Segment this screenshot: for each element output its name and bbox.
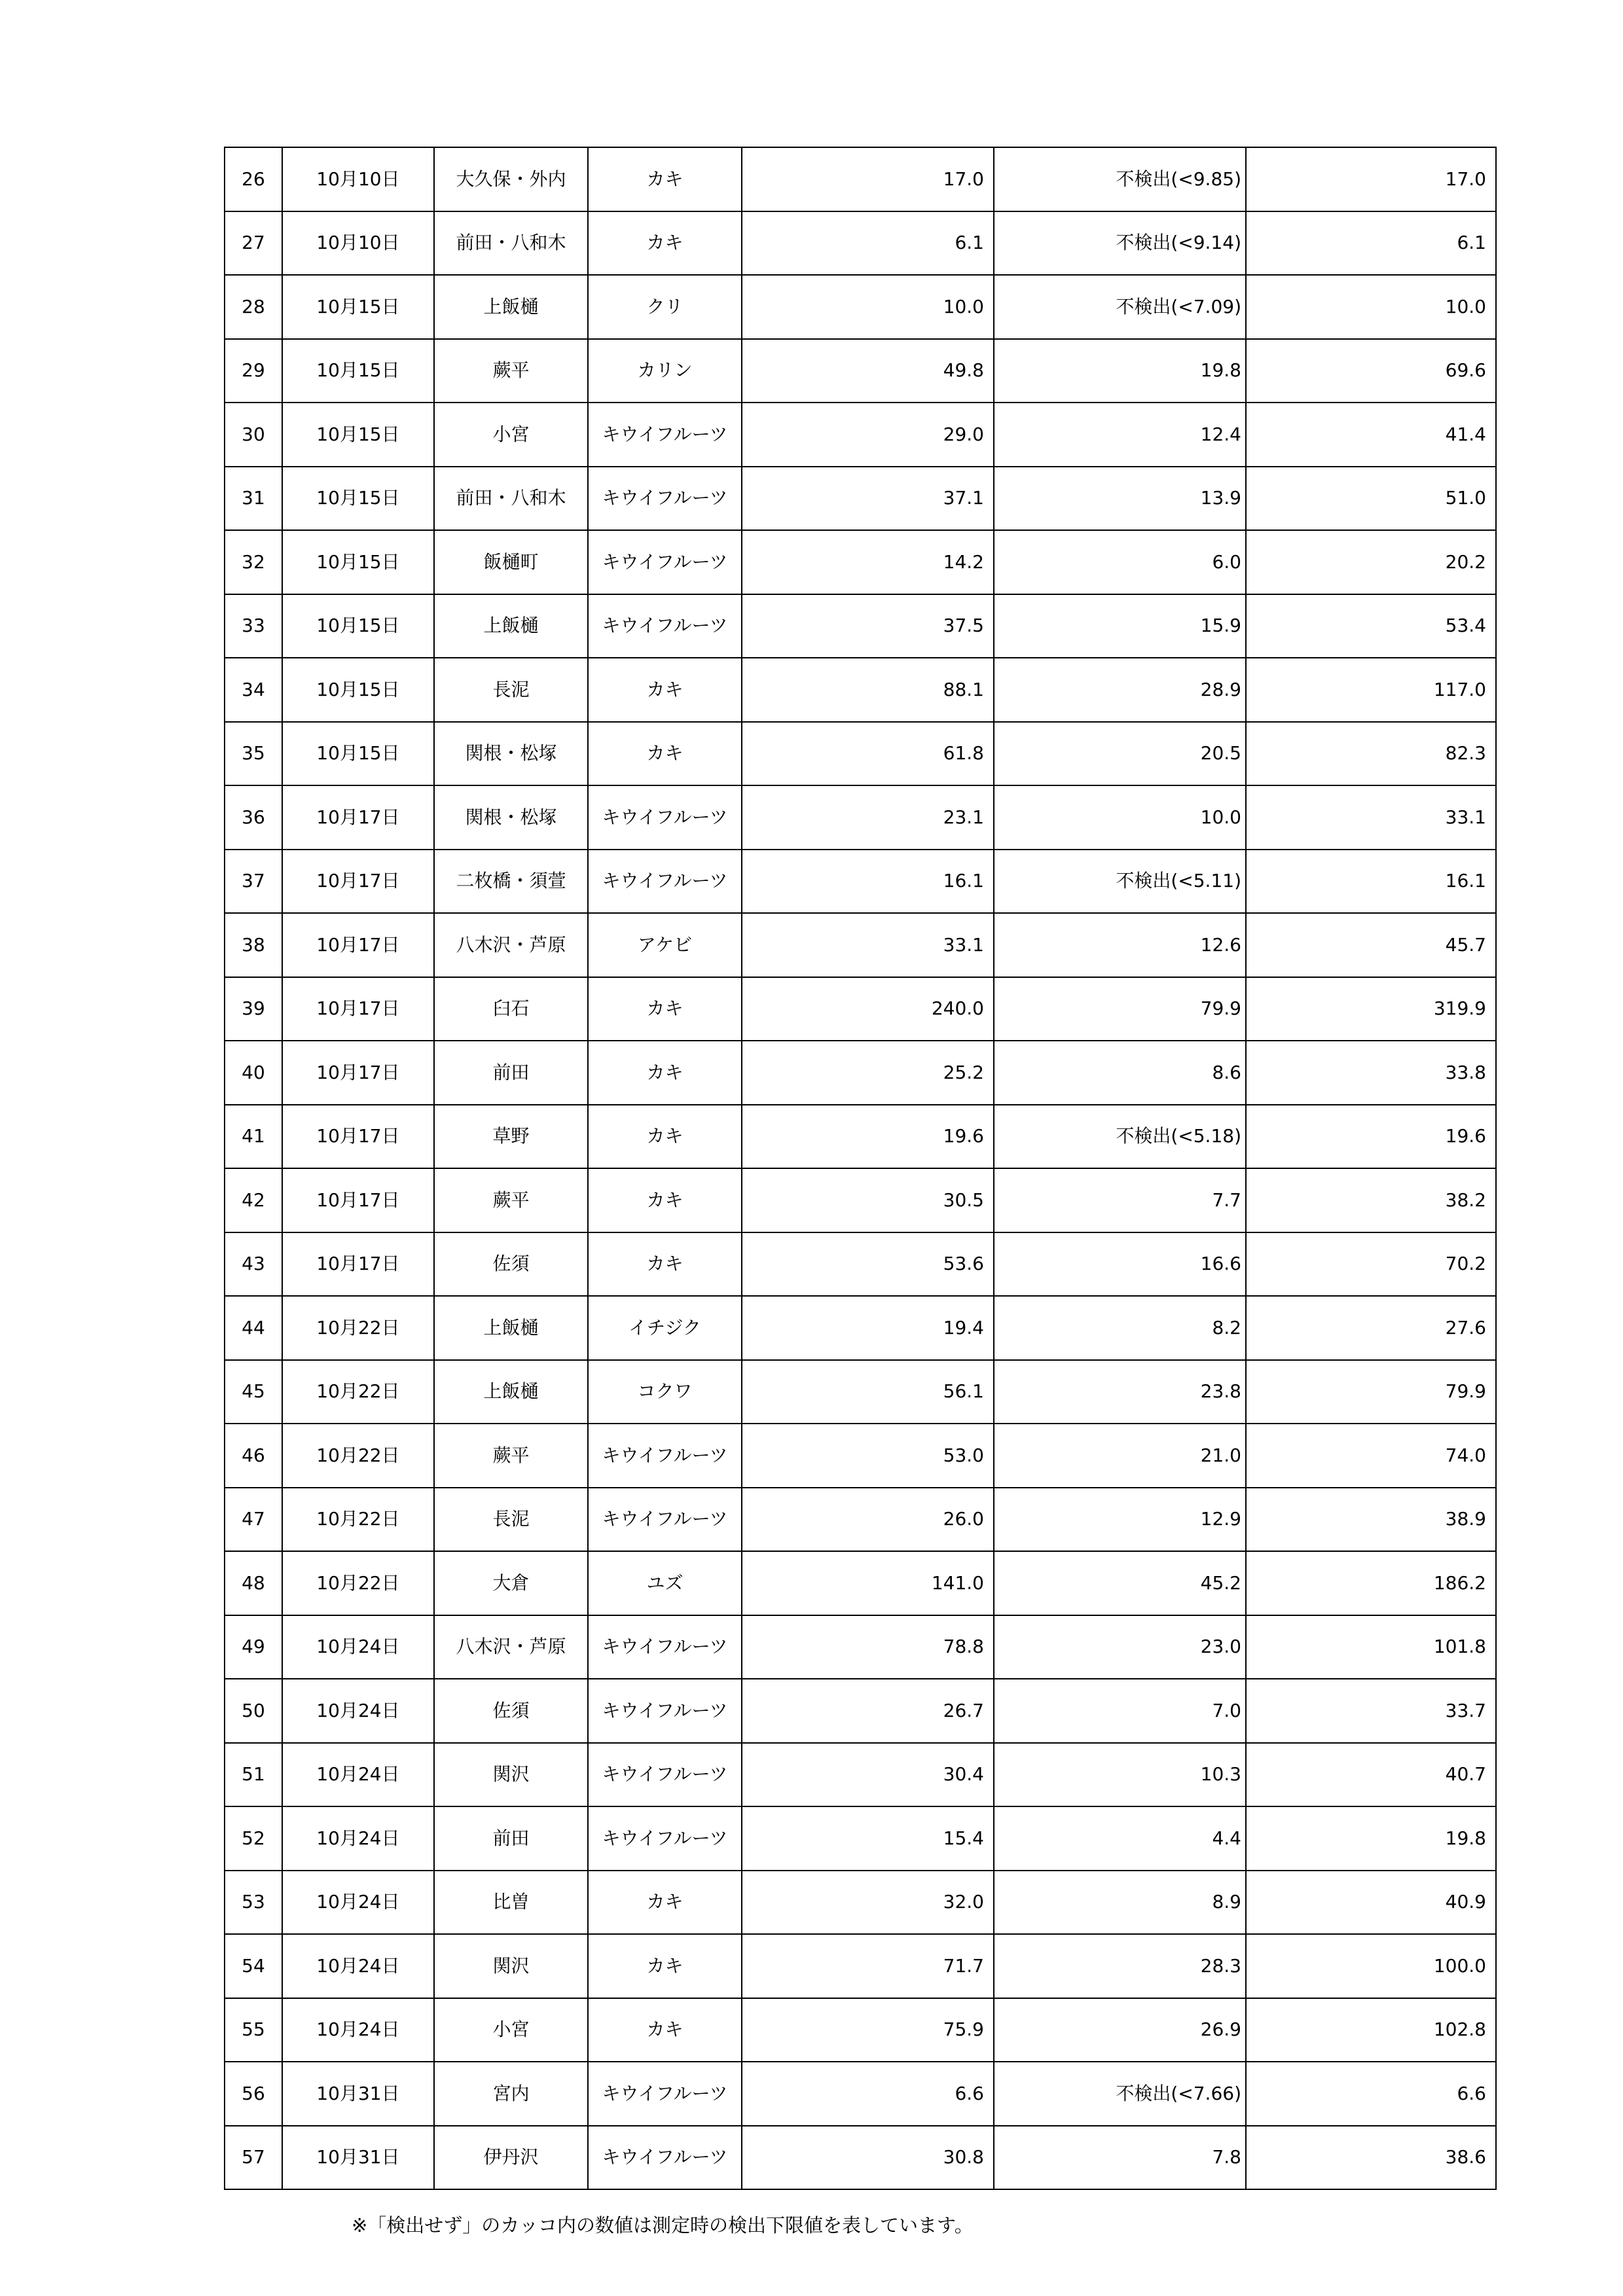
cell-product: カキ: [588, 1998, 742, 2062]
cell-value-b: 4.4: [994, 1806, 1246, 1871]
cell-product: コクワ: [588, 1360, 742, 1424]
cell-location: 二枚橋・須萱: [434, 850, 588, 914]
cell-location: 蕨平: [434, 1168, 588, 1232]
cell-product: ユズ: [588, 1551, 742, 1615]
cell-total: 117.0: [1246, 658, 1496, 722]
cell-date: 10月15日: [282, 403, 434, 467]
cell-date: 10月17日: [282, 977, 434, 1041]
cell-value-b: 8.6: [994, 1041, 1246, 1105]
cell-date: 10月10日: [282, 211, 434, 276]
table-row: [225, 1551, 1496, 1615]
cell-location: 長泥: [434, 658, 588, 722]
table-row: [225, 530, 1496, 594]
cell-value-b: 不検出(<5.18): [994, 1105, 1246, 1169]
cell-number: 33: [225, 594, 282, 658]
cell-value-a: 6.1: [742, 211, 994, 276]
cell-value-b: 不検出(<9.85): [994, 147, 1246, 211]
table-row: [225, 1679, 1496, 1743]
cell-value-b: 不検出(<7.09): [994, 275, 1246, 339]
cell-location: 上飯樋: [434, 1296, 588, 1360]
cell-number: 51: [225, 1743, 282, 1807]
cell-number: 40: [225, 1041, 282, 1105]
cell-value-b: 23.0: [994, 1615, 1246, 1679]
cell-date: 10月15日: [282, 658, 434, 722]
cell-total: 102.8: [1246, 1998, 1496, 2062]
cell-number: 49: [225, 1615, 282, 1679]
cell-number: 29: [225, 339, 282, 403]
cell-value-b: 12.6: [994, 913, 1246, 977]
cell-product: キウイフルーツ: [588, 594, 742, 658]
cell-total: 101.8: [1246, 1615, 1496, 1679]
cell-product: キウイフルーツ: [588, 1679, 742, 1743]
cell-location: 前田: [434, 1041, 588, 1105]
table-row: [225, 1296, 1496, 1360]
table-row: [225, 147, 1496, 211]
cell-value-a: 32.0: [742, 1871, 994, 1935]
cell-value-a: 88.1: [742, 658, 994, 722]
cell-value-b: 7.8: [994, 2126, 1246, 2190]
cell-value-b: 45.2: [994, 1551, 1246, 1615]
cell-value-a: 14.2: [742, 530, 994, 594]
cell-number: 50: [225, 1679, 282, 1743]
table-row: [225, 1806, 1496, 1871]
cell-location: 関根・松塚: [434, 722, 588, 786]
cell-date: 10月24日: [282, 1679, 434, 1743]
cell-value-a: 19.6: [742, 1105, 994, 1169]
cell-date: 10月15日: [282, 467, 434, 531]
cell-date: 10月22日: [282, 1360, 434, 1424]
cell-number: 34: [225, 658, 282, 722]
cell-value-b: 8.9: [994, 1871, 1246, 1935]
table-row: [225, 1934, 1496, 1998]
cell-date: 10月24日: [282, 1934, 434, 1998]
table-row: [225, 1998, 1496, 2062]
cell-value-b: 21.0: [994, 1424, 1246, 1488]
cell-total: 27.6: [1246, 1296, 1496, 1360]
cell-number: 27: [225, 211, 282, 276]
cell-total: 100.0: [1246, 1934, 1496, 1998]
table-row: [225, 594, 1496, 658]
cell-location: 前田・八和木: [434, 467, 588, 531]
cell-location: 佐須: [434, 1232, 588, 1297]
cell-value-a: 56.1: [742, 1360, 994, 1424]
cell-number: 39: [225, 977, 282, 1041]
cell-value-a: 25.2: [742, 1041, 994, 1105]
cell-value-b: 6.0: [994, 530, 1246, 594]
footnote: ※「検出せず」のカッコ内の数値は測定時の検出下限値を表しています。: [352, 2214, 974, 2236]
cell-total: 20.2: [1246, 530, 1496, 594]
cell-product: カキ: [588, 1168, 742, 1232]
cell-location: 八木沢・芦原: [434, 913, 588, 977]
table-row: [225, 1615, 1496, 1679]
cell-number: 42: [225, 1168, 282, 1232]
cell-product: カリン: [588, 339, 742, 403]
cell-value-a: 30.4: [742, 1743, 994, 1807]
cell-date: 10月15日: [282, 594, 434, 658]
table-row: [225, 658, 1496, 722]
cell-total: 16.1: [1246, 850, 1496, 914]
cell-total: 319.9: [1246, 977, 1496, 1041]
cell-product: カキ: [588, 1041, 742, 1105]
cell-value-a: 141.0: [742, 1551, 994, 1615]
cell-product: カキ: [588, 1871, 742, 1935]
cell-value-a: 37.5: [742, 594, 994, 658]
cell-product: カキ: [588, 1105, 742, 1169]
cell-value-a: 78.8: [742, 1615, 994, 1679]
cell-total: 40.9: [1246, 1871, 1496, 1935]
cell-date: 10月17日: [282, 1105, 434, 1169]
table-row: [225, 1041, 1496, 1105]
measurement-table: [224, 147, 1497, 2190]
cell-product: カキ: [588, 977, 742, 1041]
cell-value-b: 不検出(<7.66): [994, 2062, 1246, 2126]
cell-number: 32: [225, 530, 282, 594]
cell-location: 八木沢・芦原: [434, 1615, 588, 1679]
cell-date: 10月15日: [282, 275, 434, 339]
cell-value-b: 28.9: [994, 658, 1246, 722]
cell-date: 10月22日: [282, 1296, 434, 1360]
table-row: [225, 2062, 1496, 2126]
cell-location: 伊丹沢: [434, 2126, 588, 2190]
cell-number: 43: [225, 1232, 282, 1297]
cell-product: キウイフルーツ: [588, 2062, 742, 2126]
cell-total: 79.9: [1246, 1360, 1496, 1424]
cell-date: 10月15日: [282, 530, 434, 594]
cell-value-a: 26.0: [742, 1488, 994, 1552]
cell-total: 19.6: [1246, 1105, 1496, 1169]
cell-product: アケビ: [588, 913, 742, 977]
cell-value-a: 30.5: [742, 1168, 994, 1232]
cell-value-b: 7.7: [994, 1168, 1246, 1232]
cell-number: 54: [225, 1934, 282, 1998]
cell-value-a: 61.8: [742, 722, 994, 786]
cell-total: 82.3: [1246, 722, 1496, 786]
cell-value-b: 16.6: [994, 1232, 1246, 1297]
cell-date: 10月22日: [282, 1488, 434, 1552]
cell-value-b: 79.9: [994, 977, 1246, 1041]
cell-value-a: 19.4: [742, 1296, 994, 1360]
cell-number: 55: [225, 1998, 282, 2062]
cell-value-b: 7.0: [994, 1679, 1246, 1743]
cell-location: 上飯樋: [434, 594, 588, 658]
cell-value-b: 8.2: [994, 1296, 1246, 1360]
cell-date: 10月17日: [282, 1041, 434, 1105]
cell-value-a: 75.9: [742, 1998, 994, 2062]
cell-product: カキ: [588, 722, 742, 786]
cell-location: 関沢: [434, 1934, 588, 1998]
cell-value-a: 26.7: [742, 1679, 994, 1743]
table-row: [225, 977, 1496, 1041]
cell-total: 74.0: [1246, 1424, 1496, 1488]
cell-date: 10月17日: [282, 913, 434, 977]
table-row: [225, 2126, 1496, 2190]
cell-value-a: 71.7: [742, 1934, 994, 1998]
cell-date: 10月22日: [282, 1551, 434, 1615]
cell-total: 33.7: [1246, 1679, 1496, 1743]
cell-number: 46: [225, 1424, 282, 1488]
cell-product: キウイフルーツ: [588, 1488, 742, 1552]
table-row: [225, 339, 1496, 403]
cell-total: 70.2: [1246, 1232, 1496, 1297]
cell-total: 51.0: [1246, 467, 1496, 531]
cell-location: 佐須: [434, 1679, 588, 1743]
cell-location: 関根・松塚: [434, 785, 588, 850]
cell-value-b: 13.9: [994, 467, 1246, 531]
cell-number: 37: [225, 850, 282, 914]
cell-location: 上飯樋: [434, 1360, 588, 1424]
cell-product: キウイフルーツ: [588, 1806, 742, 1871]
cell-product: カキ: [588, 1934, 742, 1998]
cell-location: 大久保・外内: [434, 147, 588, 211]
cell-total: 19.8: [1246, 1806, 1496, 1871]
cell-number: 52: [225, 1806, 282, 1871]
cell-value-a: 10.0: [742, 275, 994, 339]
table-row: [225, 1232, 1496, 1297]
table-row: [225, 1168, 1496, 1232]
cell-number: 41: [225, 1105, 282, 1169]
cell-product: キウイフルーツ: [588, 785, 742, 850]
cell-location: 関沢: [434, 1743, 588, 1807]
cell-product: キウイフルーツ: [588, 467, 742, 531]
cell-product: キウイフルーツ: [588, 530, 742, 594]
cell-value-a: 17.0: [742, 147, 994, 211]
cell-location: 蕨平: [434, 339, 588, 403]
cell-product: キウイフルーツ: [588, 2126, 742, 2190]
cell-value-a: 240.0: [742, 977, 994, 1041]
cell-value-b: 不検出(<5.11): [994, 850, 1246, 914]
cell-date: 10月31日: [282, 2062, 434, 2126]
cell-number: 48: [225, 1551, 282, 1615]
cell-location: 小宮: [434, 1998, 588, 2062]
cell-total: 45.7: [1246, 913, 1496, 977]
cell-location: 前田: [434, 1806, 588, 1871]
cell-total: 6.6: [1246, 2062, 1496, 2126]
cell-number: 44: [225, 1296, 282, 1360]
cell-date: 10月24日: [282, 1806, 434, 1871]
cell-value-b: 不検出(<9.14): [994, 211, 1246, 276]
cell-location: 草野: [434, 1105, 588, 1169]
cell-date: 10月17日: [282, 850, 434, 914]
cell-total: 17.0: [1246, 147, 1496, 211]
cell-product: キウイフルーツ: [588, 403, 742, 467]
cell-value-b: 28.3: [994, 1934, 1246, 1998]
table-row: [225, 785, 1496, 850]
cell-product: イチジク: [588, 1296, 742, 1360]
cell-date: 10月24日: [282, 1615, 434, 1679]
cell-location: 上飯樋: [434, 275, 588, 339]
table-row: [225, 1488, 1496, 1552]
cell-value-a: 23.1: [742, 785, 994, 850]
cell-total: 53.4: [1246, 594, 1496, 658]
cell-date: 10月17日: [282, 1232, 434, 1297]
cell-number: 56: [225, 2062, 282, 2126]
cell-value-a: 30.8: [742, 2126, 994, 2190]
cell-value-a: 53.6: [742, 1232, 994, 1297]
cell-date: 10月15日: [282, 339, 434, 403]
cell-value-b: 19.8: [994, 339, 1246, 403]
cell-product: カキ: [588, 1232, 742, 1297]
cell-number: 28: [225, 275, 282, 339]
cell-value-b: 12.4: [994, 403, 1246, 467]
table-row: [225, 403, 1496, 467]
cell-date: 10月31日: [282, 2126, 434, 2190]
cell-product: キウイフルーツ: [588, 850, 742, 914]
cell-value-b: 15.9: [994, 594, 1246, 658]
cell-product: キウイフルーツ: [588, 1743, 742, 1807]
cell-total: 40.7: [1246, 1743, 1496, 1807]
cell-value-b: 10.0: [994, 785, 1246, 850]
cell-total: 33.8: [1246, 1041, 1496, 1105]
cell-number: 30: [225, 403, 282, 467]
cell-date: 10月15日: [282, 722, 434, 786]
cell-value-a: 29.0: [742, 403, 994, 467]
cell-location: 前田・八和木: [434, 211, 588, 276]
cell-location: 大倉: [434, 1551, 588, 1615]
cell-product: カキ: [588, 658, 742, 722]
cell-total: 186.2: [1246, 1551, 1496, 1615]
cell-location: 長泥: [434, 1488, 588, 1552]
cell-value-a: 15.4: [742, 1806, 994, 1871]
cell-value-a: 33.1: [742, 913, 994, 977]
cell-value-a: 37.1: [742, 467, 994, 531]
cell-product: キウイフルーツ: [588, 1424, 742, 1488]
cell-number: 36: [225, 785, 282, 850]
cell-value-b: 26.9: [994, 1998, 1246, 2062]
table-row: [225, 275, 1496, 339]
cell-date: 10月22日: [282, 1424, 434, 1488]
cell-total: 38.9: [1246, 1488, 1496, 1552]
cell-number: 35: [225, 722, 282, 786]
cell-product: カキ: [588, 147, 742, 211]
cell-date: 10月17日: [282, 1168, 434, 1232]
table-row: [225, 1105, 1496, 1169]
cell-total: 69.6: [1246, 339, 1496, 403]
cell-date: 10月24日: [282, 1871, 434, 1935]
cell-value-b: 12.9: [994, 1488, 1246, 1552]
cell-date: 10月17日: [282, 785, 434, 850]
cell-location: 比曽: [434, 1871, 588, 1935]
cell-location: 飯樋町: [434, 530, 588, 594]
cell-date: 10月10日: [282, 147, 434, 211]
cell-product: カキ: [588, 211, 742, 276]
cell-number: 38: [225, 913, 282, 977]
cell-product: キウイフルーツ: [588, 1615, 742, 1679]
table-row: [225, 467, 1496, 531]
cell-total: 33.1: [1246, 785, 1496, 850]
table-row: [225, 1360, 1496, 1424]
cell-location: 臼石: [434, 977, 588, 1041]
cell-total: 41.4: [1246, 403, 1496, 467]
cell-product: クリ: [588, 275, 742, 339]
table-row: [225, 1424, 1496, 1488]
cell-number: 57: [225, 2126, 282, 2190]
table-row: [225, 1871, 1496, 1935]
cell-date: 10月24日: [282, 1998, 434, 2062]
table-body: [225, 147, 1496, 2189]
cell-total: 10.0: [1246, 275, 1496, 339]
cell-number: 53: [225, 1871, 282, 1935]
table-row: [225, 211, 1496, 276]
cell-number: 47: [225, 1488, 282, 1552]
cell-date: 10月24日: [282, 1743, 434, 1807]
cell-number: 31: [225, 467, 282, 531]
cell-value-a: 6.6: [742, 2062, 994, 2126]
cell-value-a: 53.0: [742, 1424, 994, 1488]
table-row: [225, 850, 1496, 914]
table-row: [225, 1743, 1496, 1807]
cell-value-a: 16.1: [742, 850, 994, 914]
cell-total: 38.6: [1246, 2126, 1496, 2190]
cell-total: 6.1: [1246, 211, 1496, 276]
cell-location: 蕨平: [434, 1424, 588, 1488]
cell-value-a: 49.8: [742, 339, 994, 403]
cell-location: 宮内: [434, 2062, 588, 2126]
cell-location: 小宮: [434, 403, 588, 467]
cell-total: 38.2: [1246, 1168, 1496, 1232]
table-row: [225, 722, 1496, 786]
cell-value-b: 10.3: [994, 1743, 1246, 1807]
table-row: [225, 913, 1496, 977]
cell-number: 26: [225, 147, 282, 211]
cell-value-b: 20.5: [994, 722, 1246, 786]
cell-value-b: 23.8: [994, 1360, 1246, 1424]
cell-number: 45: [225, 1360, 282, 1424]
